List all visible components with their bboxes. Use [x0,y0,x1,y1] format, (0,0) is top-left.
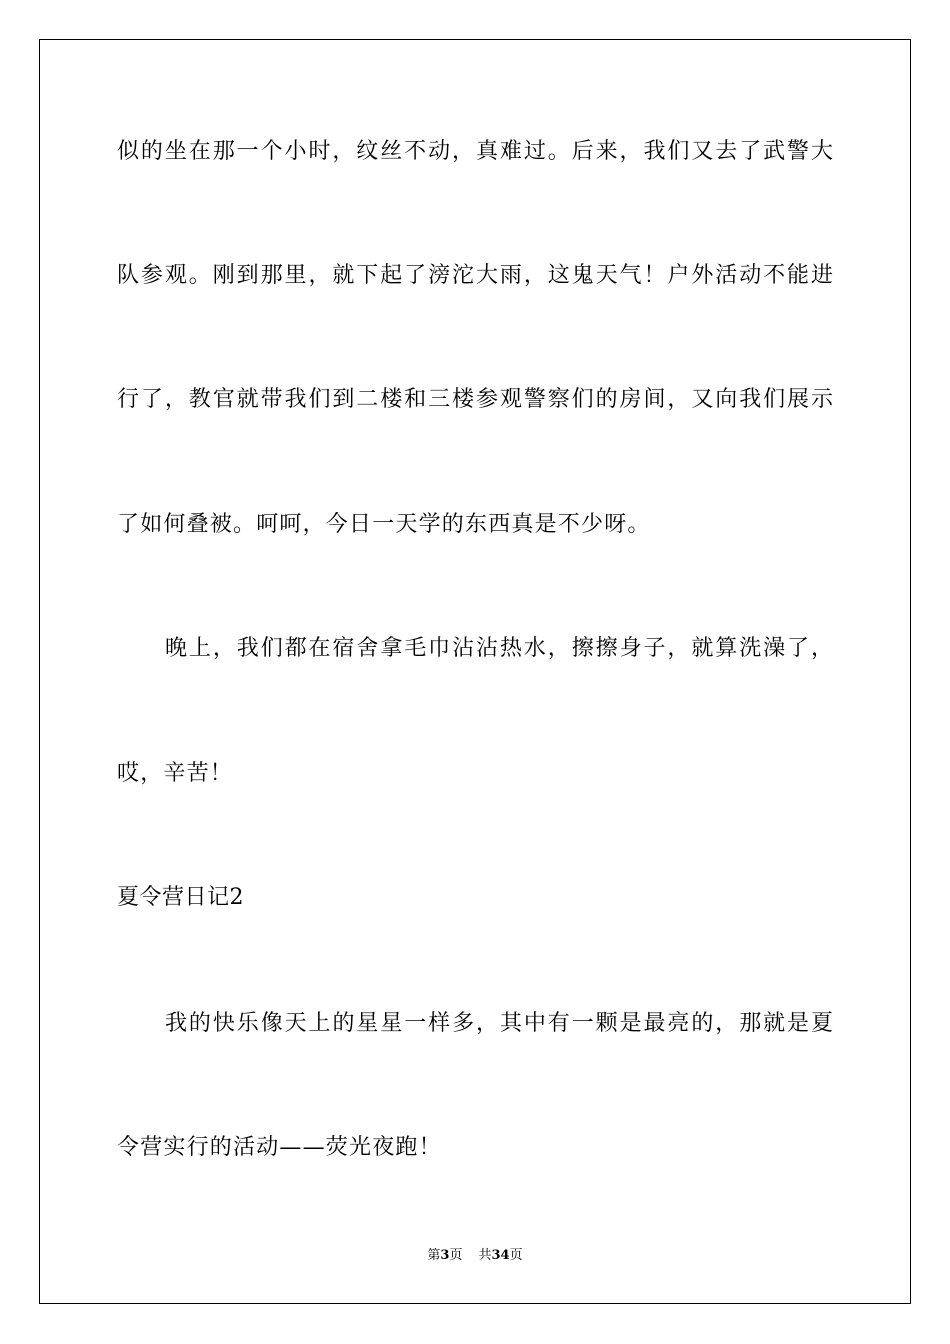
page-suffix: 页 [449,1248,463,1263]
body-text-line: 了如何叠被。呵呵，今日一天学的东西真是不少呀。 [117,512,651,537]
paragraph-first-line: 我的快乐像天上的星星一样多，其中有一颗是最亮的，那就是夏 [165,1011,833,1036]
total-prefix: 共 [478,1248,492,1263]
body-text-line: 哎，辛苦！ [117,761,234,786]
paragraph-first-line: 晚上，我们都在宿舍拿毛巾沾沾热水，擦擦身子，就算洗澡了， [165,636,833,661]
page-prefix: 第 [427,1248,441,1263]
page-footer [0,1248,950,1264]
body-text-line: 似的坐在那一个小时，纹丝不动，真难过。后来，我们又去了武警大 [117,139,833,164]
page-number: 3 [440,1248,450,1263]
total-pages: 34 [491,1248,510,1263]
page-border [39,39,911,1304]
body-text-line: 行了，教官就带我们到二楼和三楼参观警察们的房间，又向我们展示 [117,387,833,412]
body-text-line: 队参观。刚到那里，就下起了滂沱大雨，这鬼天气！户外活动不能进 [117,263,833,288]
total-suffix: 页 [509,1248,523,1263]
body-text-line: 令营实行的活动——荧光夜跑！ [117,1135,442,1160]
section-heading: 夏令营日记2 [117,885,244,910]
